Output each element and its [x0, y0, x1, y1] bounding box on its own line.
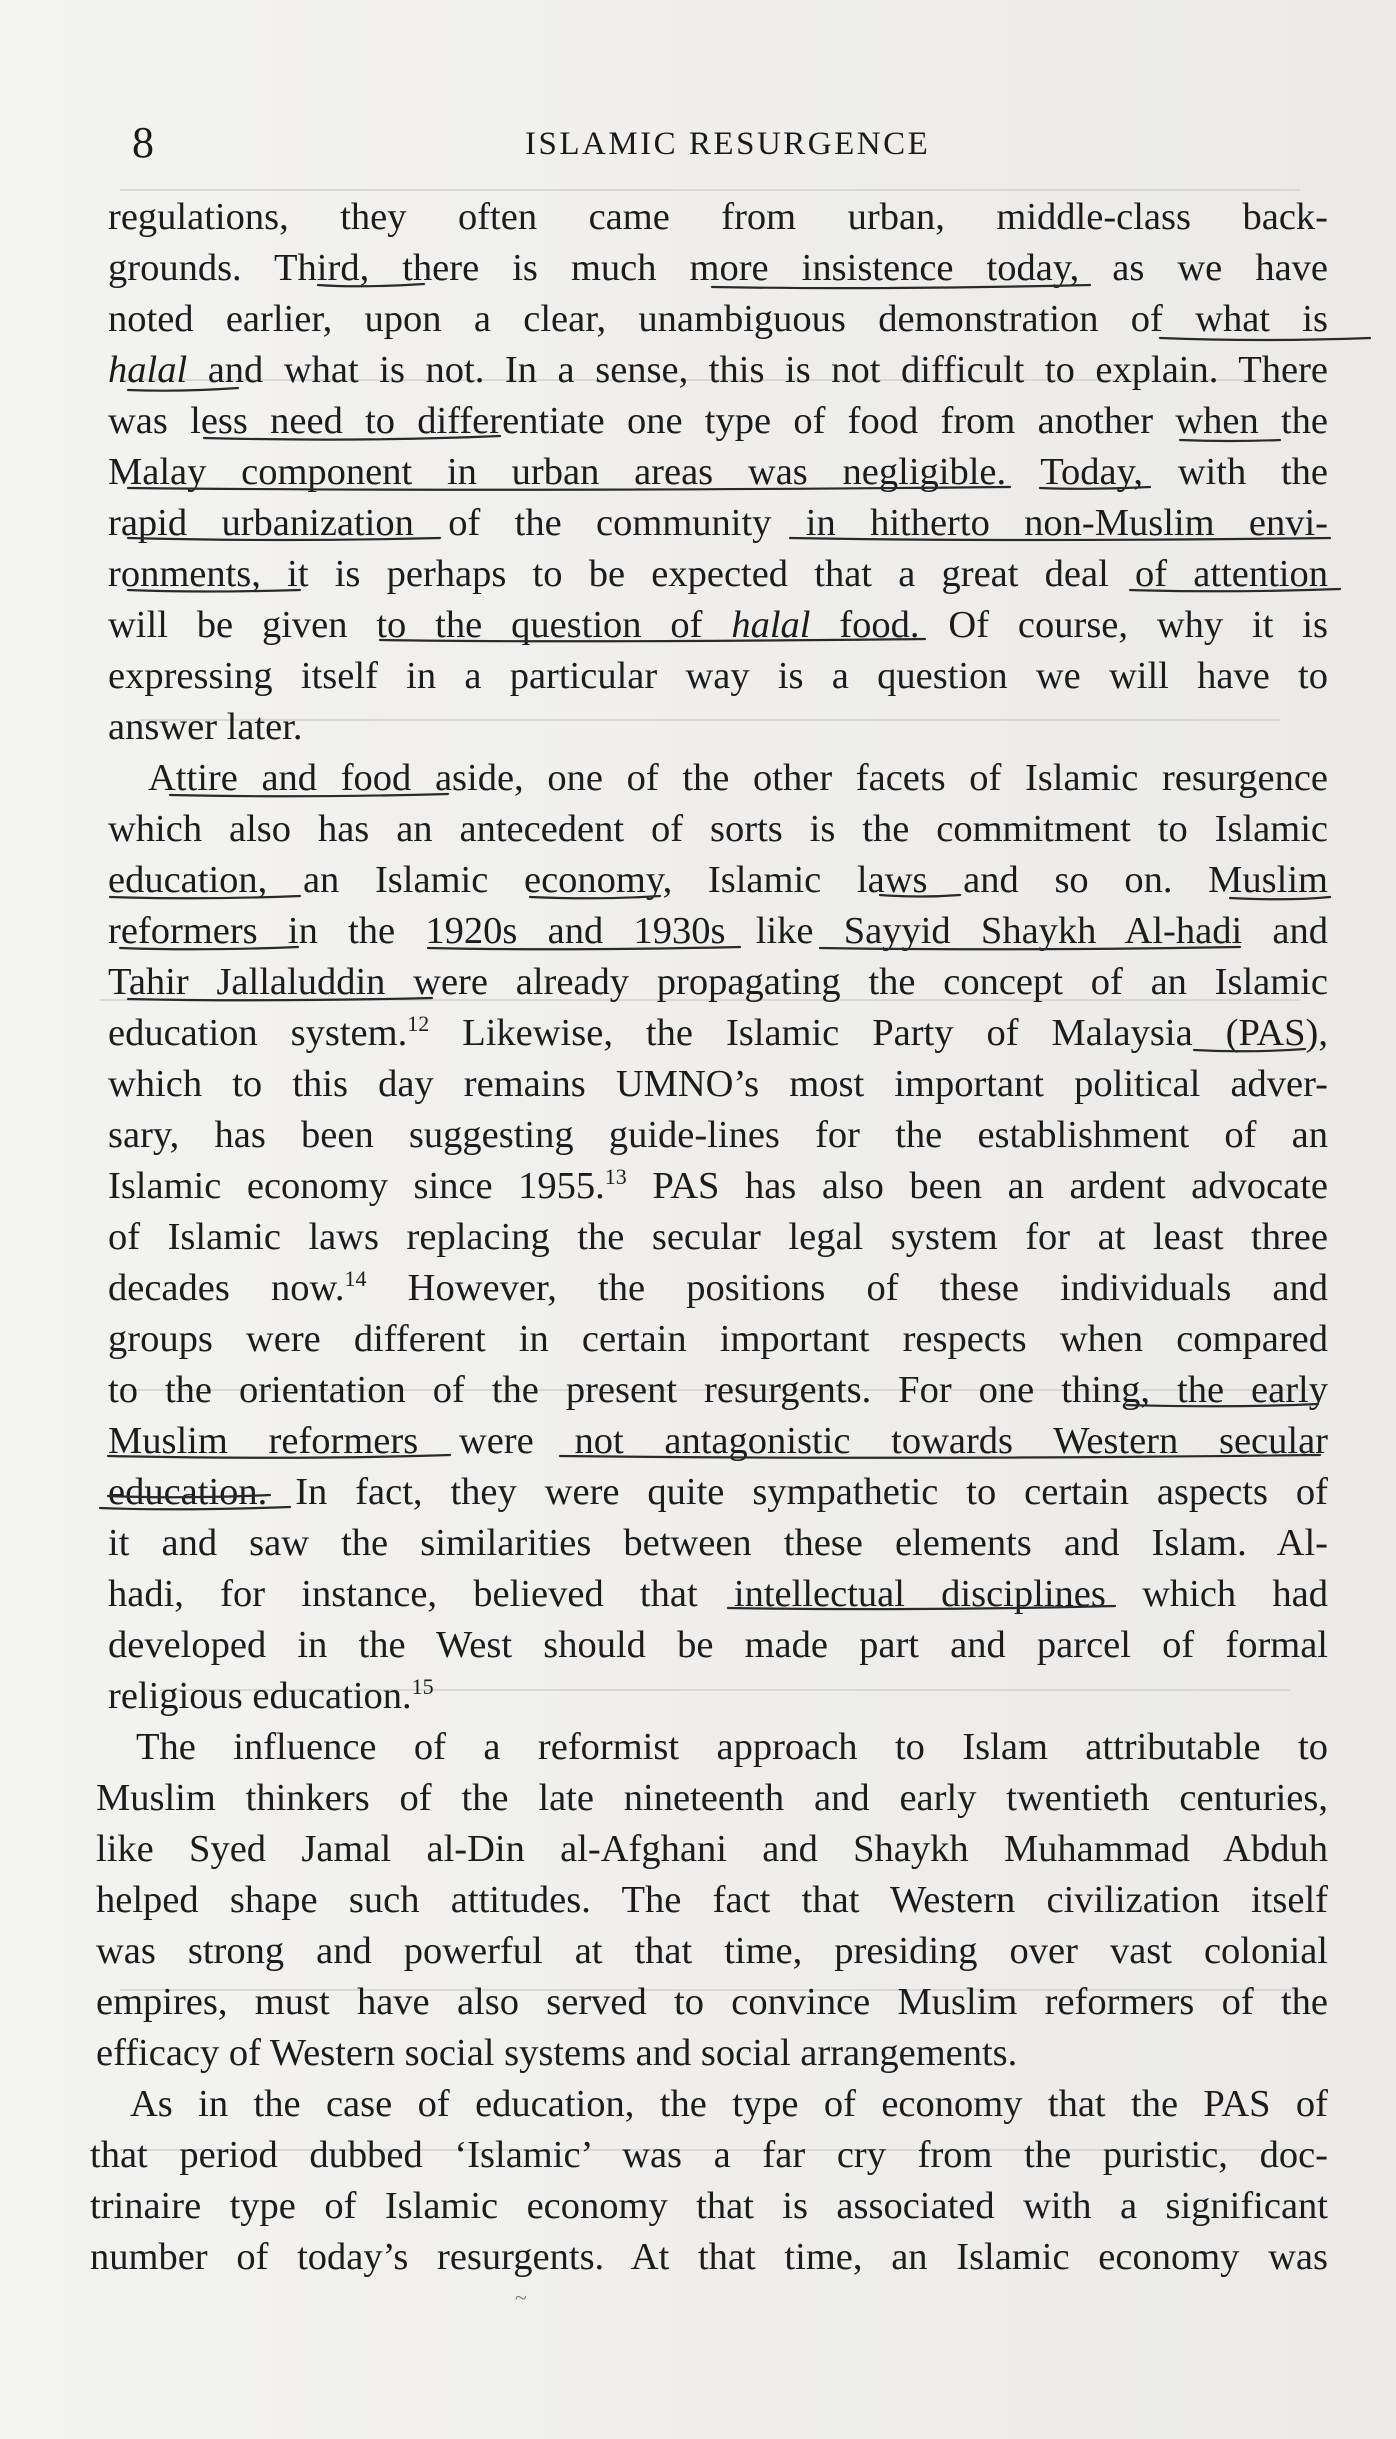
- footnote-ref[interactable]: 13: [604, 1164, 627, 1190]
- text-line: answer later.: [108, 706, 303, 748]
- text-line: [108, 600, 1328, 651]
- text-line: Attire and food aside, one of the other facets of Islamic resurgence: [148, 757, 1328, 799]
- text-line: hadi, for instance, believed that intellectual disciplines which had: [108, 1573, 1328, 1615]
- text-line: empires, must have also served to convince Muslim reformers of the: [96, 1981, 1328, 2023]
- footnote-ref[interactable]: 14: [344, 1266, 367, 1292]
- footnote-ref[interactable]: 15: [411, 1674, 434, 1700]
- text-line: number of today’s resurgents. At that time, an Islamic economy was: [90, 2236, 1328, 2278]
- text-line: noted earlier, upon a clear, unambiguous demonstration of what is: [108, 298, 1328, 340]
- body-text: [90, 192, 1329, 2283]
- text-line-part: Likewise, the Islamic Party of Malaysia (PAS),: [462, 1012, 1328, 1054]
- text-line: Muslim reformers were not antagonistic towards Western secular: [108, 1420, 1328, 1462]
- text-line: rapid urbanization of the community in hitherto non-Muslim envi-: [108, 502, 1328, 544]
- text-line: was strong and powerful at that time, presiding over vast colonial: [96, 1930, 1328, 1972]
- text-line: [108, 345, 1328, 396]
- text-line-part: education system.: [108, 1012, 408, 1054]
- text-line: ronments, it is perhaps to be expected that a great deal of attention: [108, 553, 1328, 595]
- text-line-part: religious education.: [108, 1675, 412, 1717]
- text-line-part: food. Of course, why it is: [810, 604, 1328, 646]
- italic-term: halal: [108, 349, 188, 391]
- text-line: which to this day remains UMNO’s most important political adver-: [108, 1063, 1328, 1105]
- text-line: Malay component in urban areas was negligible. Today, with the: [108, 451, 1328, 493]
- text-line: [108, 1161, 1328, 1212]
- text-line: it and saw the similarities between these elements and Islam. Al-: [108, 1522, 1328, 1564]
- text-line: like Syed Jamal al-Din al-Afghani and Shaykh Muhammad Abduh: [96, 1828, 1328, 1870]
- text-line: As in the case of education, the type of economy that the PAS of: [130, 2083, 1328, 2125]
- text-line: of Islamic laws replacing the secular legal system for at least three: [108, 1216, 1328, 1258]
- page-header: [0, 118, 1396, 168]
- text-line-rest: and what is not. In a sense, this is not difficult to explain. There: [187, 349, 1328, 391]
- text-line: sary, has been suggesting guide-lines for the establishment of an: [108, 1114, 1328, 1156]
- text-line: education, an Islamic economy, Islamic laws and so on. Muslim: [108, 859, 1328, 901]
- text-line-part: PAS has also been an ardent advocate: [652, 1165, 1328, 1207]
- text-line: reformers in the 1920s and 1930s like Sayyid Shaykh Al-hadi and: [108, 910, 1328, 952]
- text-line: [108, 1008, 1328, 1059]
- running-head: ISLAMIC RESURGENCE: [525, 126, 931, 162]
- text-line-part: will be given to the question of: [108, 604, 732, 646]
- text-line: was less need to differentiate one type of food from another when the: [108, 400, 1328, 442]
- text-line-part: Islamic economy since 1955.: [108, 1165, 605, 1207]
- text-line: trinaire type of Islamic economy that is associated with a significant: [90, 2185, 1328, 2227]
- text-line: which also has an antecedent of sorts is the commitment to Islamic: [108, 808, 1328, 850]
- text-line: education. In fact, they were quite sympathetic to certain aspects of: [108, 1471, 1328, 1513]
- text-line: that period dubbed ‘Islamic’ was a far cry from the puristic, doc-: [90, 2134, 1328, 2176]
- text-line: to the orientation of the present resurgents. For one thing, the early: [108, 1369, 1328, 1411]
- text-line: expressing itself in a particular way is a question we will have to: [108, 655, 1328, 697]
- text-line: groups were different in certain important respects when compared: [108, 1318, 1328, 1360]
- smudge-mark: ~: [515, 2285, 527, 2310]
- footnote-ref[interactable]: 12: [407, 1011, 430, 1037]
- text-line: regulations, they often came from urban, middle-class back-: [108, 196, 1328, 238]
- text-line-part: decades now.: [108, 1267, 345, 1309]
- italic-term: halal: [731, 604, 811, 646]
- text-line: developed in the West should be made part and parcel of formal: [108, 1624, 1328, 1666]
- text-line: Tahir Jallaluddin were already propagating the concept of an Islamic: [108, 961, 1328, 1003]
- text-line-part: However, the positions of these individuals and: [407, 1267, 1329, 1309]
- text-line: Muslim thinkers of the late nineteenth and early twentieth centuries,: [96, 1777, 1328, 1819]
- text-line: grounds. Third, there is much more insistence today, as we have: [108, 247, 1328, 289]
- text-line: [108, 1671, 1328, 1722]
- text-line: helped shape such attitudes. The fact that Western civilization itself: [96, 1879, 1328, 1921]
- text-line: efficacy of Western social systems and social arrangements.: [96, 2032, 1018, 2074]
- text-line: The influence of a reformist approach to Islam attributable to: [136, 1726, 1328, 1768]
- text-line: [108, 1263, 1328, 1314]
- page-number: 8: [132, 118, 154, 167]
